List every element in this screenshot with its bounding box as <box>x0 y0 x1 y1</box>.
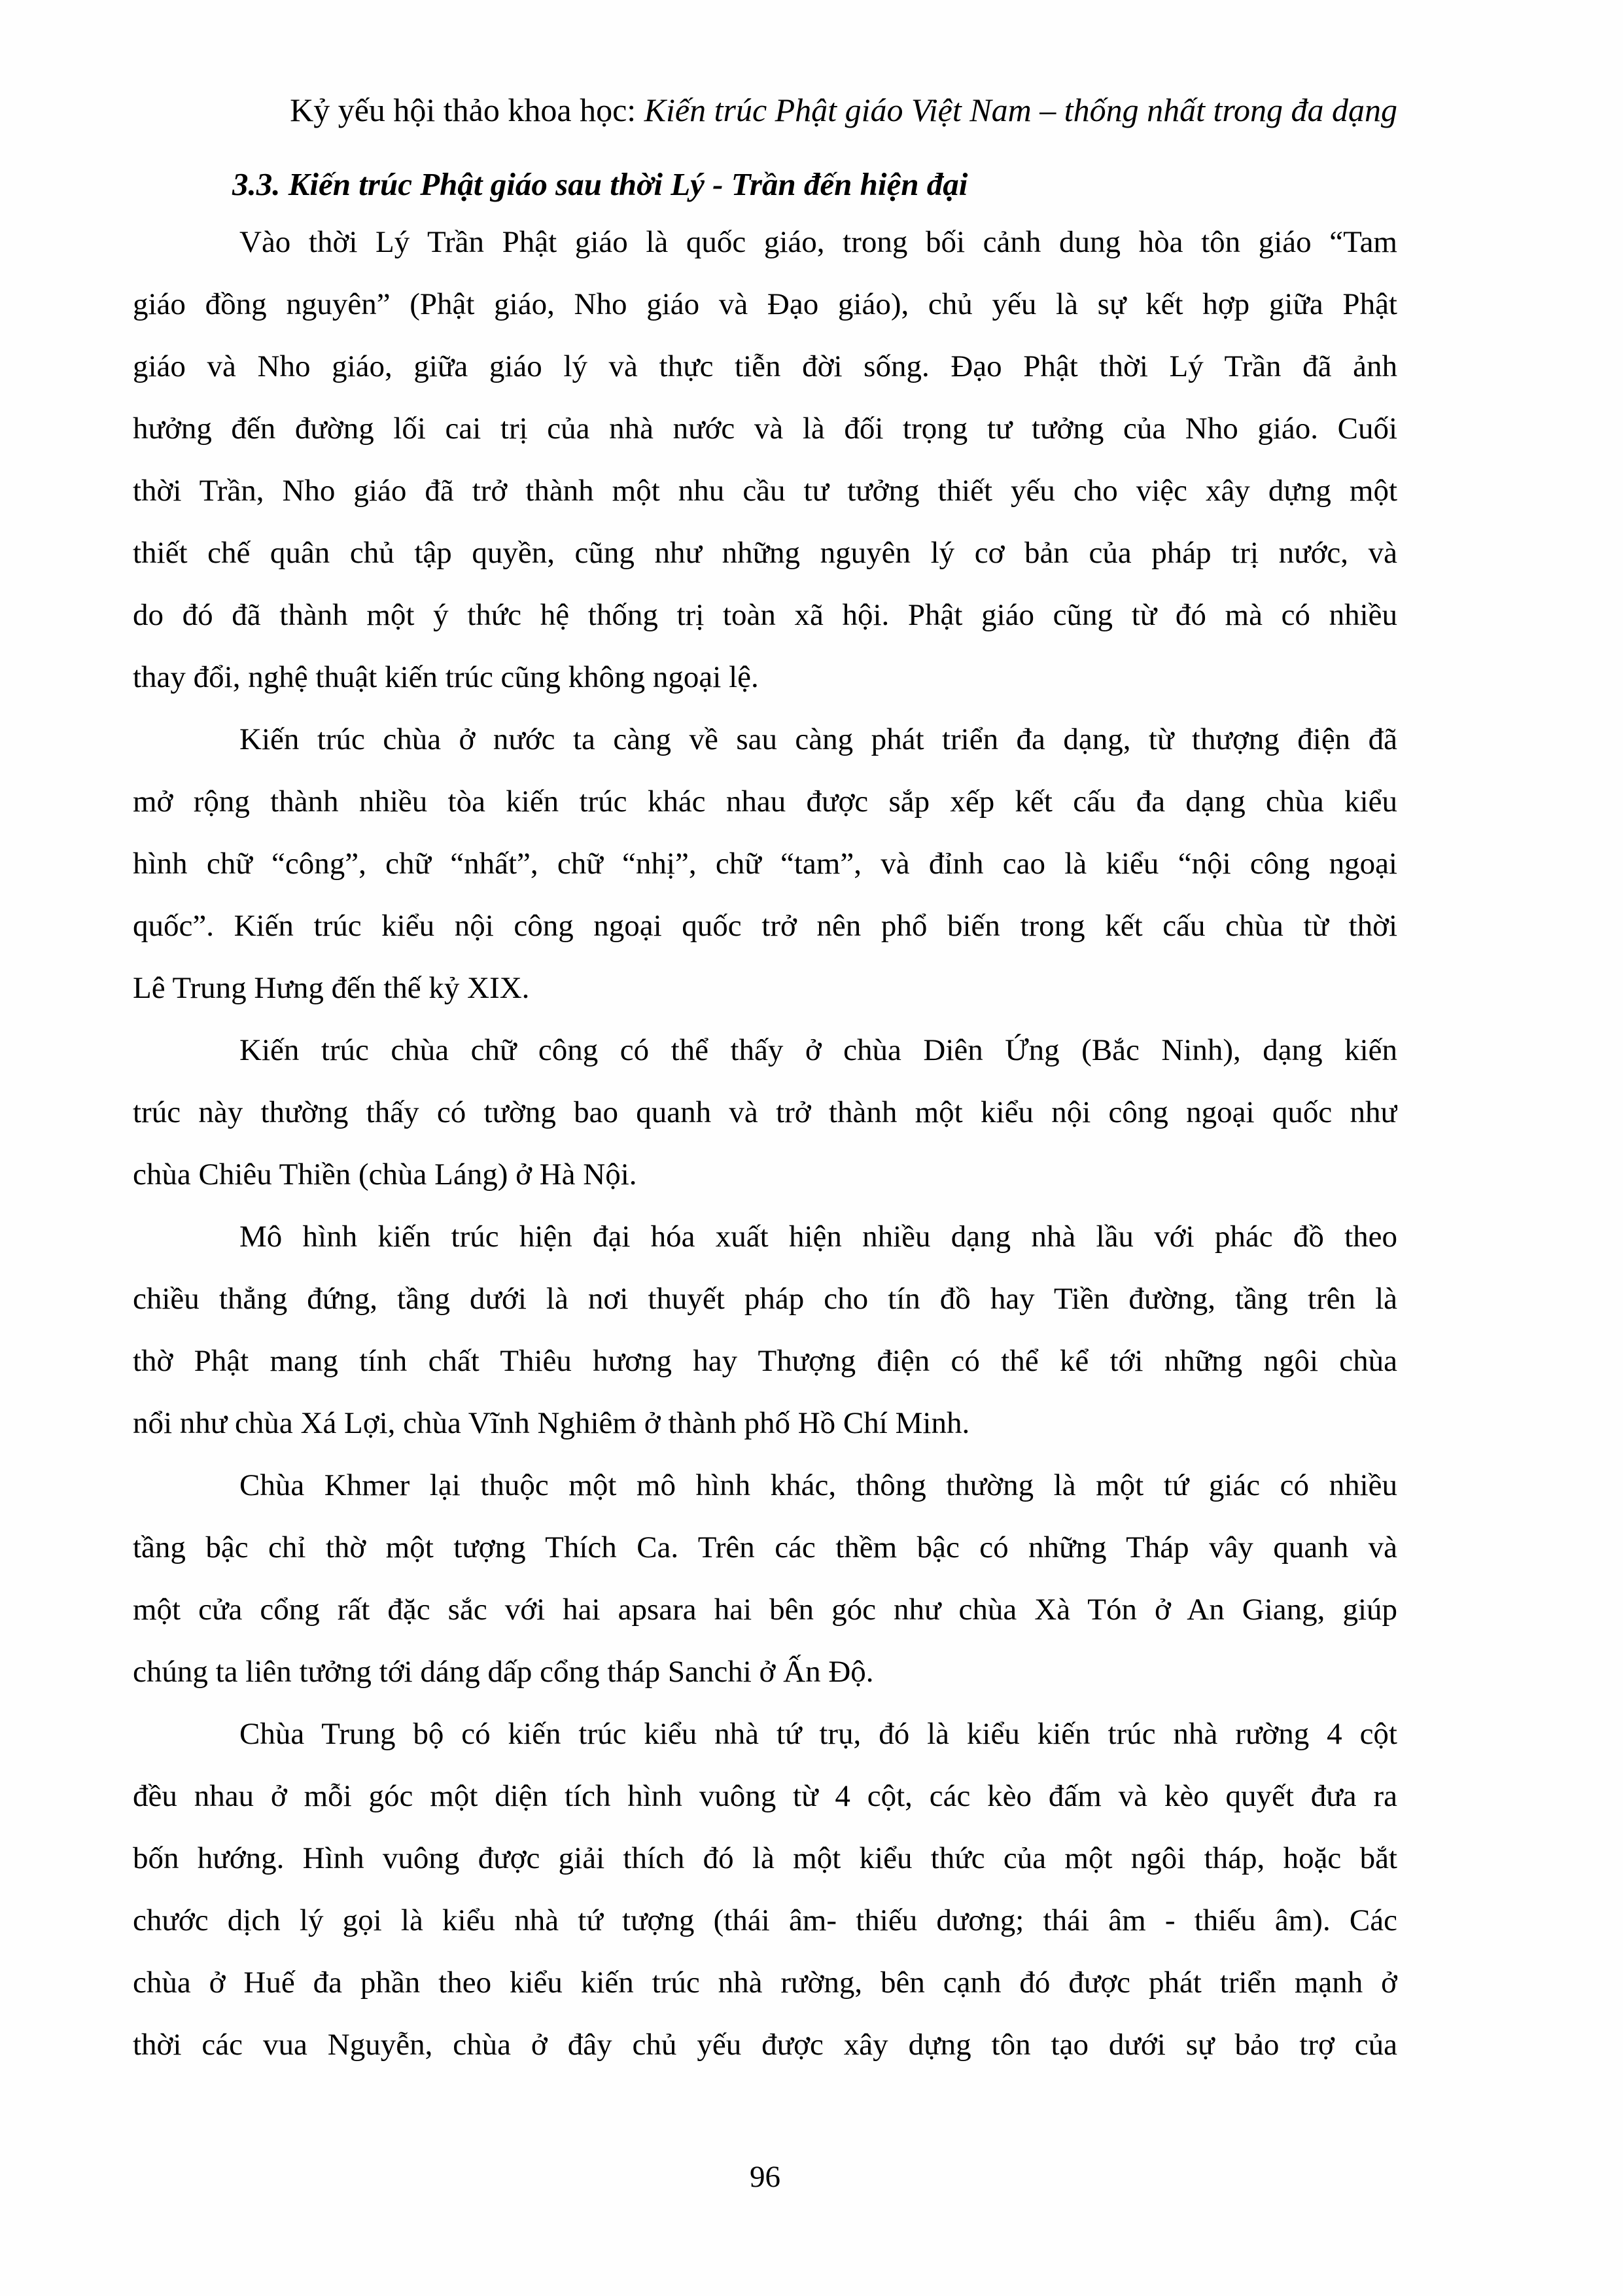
body-line: Kiến trúc chùa chữ công có thể thấy ở chùa Diên Ứng (Bắc Ninh), dạng kiến <box>239 1033 1397 1067</box>
body-line: chước dịch lý gọi là kiểu nhà tứ tượng (thái âm- thiếu dương; thái âm - thiếu âm). Các <box>133 1903 1397 1937</box>
body-line: chiều thẳng đứng, tầng dưới là nơi thuyết pháp cho tín đồ hay Tiền đường, tầng trên là <box>133 1282 1397 1316</box>
paragraph <box>133 1206 1397 1455</box>
body-line: giáo và Nho giáo, giữa giáo lý và thực tiễn đời sống. Đạo Phật thời Lý Trần đã ảnh <box>133 349 1397 383</box>
section-heading: 3.3. Kiến trúc Phật giáo sau thời Lý - Trần đến hiện đại <box>232 166 968 202</box>
running-header-conference-title: Kiến trúc Phật giáo Việt Nam – thống nhất trong đa dạng <box>644 92 1397 128</box>
body-line: thời Trần, Nho giáo đã trở thành một nhu cầu tư tưởng thiết yếu cho việc xây dựng một <box>133 474 1397 508</box>
paragraph <box>133 211 1397 709</box>
body-line: đều nhau ở mỗi góc một diện tích hình vuông từ 4 cột, các kèo đấm và kèo quyết đưa ra <box>133 1779 1397 1813</box>
body-line: Kiến trúc chùa ở nước ta càng về sau càng phát triển đa dạng, từ thượng điện đã <box>239 722 1397 756</box>
body-line: nổi như chùa Xá Lợi, chùa Vĩnh Nghiêm ở thành phố Hồ Chí Minh. <box>133 1406 970 1440</box>
paragraph <box>133 709 1397 1019</box>
body-line: bốn hướng. Hình vuông được giải thích đó là một kiểu thức của một ngôi tháp, hoặc bắt <box>133 1841 1397 1875</box>
body-line: thiết chế quân chủ tập quyền, cũng như những nguyên lý cơ bản của pháp trị nước, và <box>133 536 1397 570</box>
body-line: chúng ta liên tưởng tới dáng dấp cổng tháp Sanchi ở Ấn Độ. <box>133 1655 874 1689</box>
body-line: hưởng đến đường lối cai trị của nhà nước và là đối trọng tư tưởng của Nho giáo. Cuối <box>133 412 1397 446</box>
body-line: thay đổi, nghệ thuật kiến trúc cũng không ngoại lệ. <box>133 660 759 694</box>
body-line: chùa Chiêu Thiền (chùa Láng) ở Hà Nội. <box>133 1157 637 1192</box>
body-line: do đó đã thành một ý thức hệ thống trị toàn xã hội. Phật giáo cũng từ đó mà có nhiều <box>133 598 1397 632</box>
body-line: một cửa cổng rất đặc sắc với hai apsara hai bên góc như chùa Xà Tón ở An Giang, giúp <box>133 1593 1397 1627</box>
running-header-prefix: Kỷ yếu hội thảo khoa học: <box>290 92 644 128</box>
body-line: thờ Phật mang tính chất Thiêu hương hay Thượng điện có thể kể tới những ngôi chùa <box>133 1344 1397 1378</box>
body-line: thời các vua Nguyễn, chùa ở đây chủ yếu được xây dựng tôn tạo dưới sự bảo trợ của <box>133 2028 1397 2062</box>
body-line: hình chữ “công”, chữ “nhất”, chữ “nhị”, chữ “tam”, và đỉnh cao là kiểu “nội công ngoại <box>133 847 1397 881</box>
body-line: Chùa Khmer lại thuộc một mô hình khác, thông thường là một tứ giác có nhiều <box>239 1468 1397 1502</box>
body-line: Chùa Trung bộ có kiến trúc kiểu nhà tứ trụ, đó là kiểu kiến trúc nhà rường 4 cột <box>239 1717 1397 1751</box>
body-line: Vào thời Lý Trần Phật giáo là quốc giáo, trong bối cảnh dung hòa tôn giáo “Tam <box>239 225 1397 259</box>
paragraph <box>133 1703 1397 2076</box>
body-line: tầng bậc chỉ thờ một tượng Thích Ca. Trên các thềm bậc có những Tháp vây quanh và <box>133 1530 1397 1564</box>
paragraph <box>133 1455 1397 1703</box>
body-line: mở rộng thành nhiều tòa kiến trúc khác nhau được sắp xếp kết cấu đa dạng chùa kiểu <box>133 785 1397 819</box>
running-header <box>133 90 1397 130</box>
body-line: giáo đồng nguyên” (Phật giáo, Nho giáo và Đạo giáo), chủ yếu là sự kết hợp giữa Phật <box>133 287 1397 321</box>
body-line: Lê Trung Hưng đến thế kỷ XIX. <box>133 971 530 1005</box>
body-line: chùa ở Huế đa phần theo kiểu kiến trúc nhà rường, bên cạnh đó được phát triển mạnh ở <box>133 1966 1397 2000</box>
body-line: trúc này thường thấy có tường bao quanh và trở thành một kiểu nội công ngoại quốc như <box>133 1095 1397 1129</box>
paragraph <box>133 1019 1397 1206</box>
page-number: 96 <box>750 2160 780 2194</box>
body-line: quốc”. Kiến trúc kiểu nội công ngoại quốc trở nên phổ biến trong kết cấu chùa từ thời <box>133 909 1397 943</box>
body-text <box>133 211 1397 2076</box>
body-line: Mô hình kiến trúc hiện đại hóa xuất hiện nhiều dạng nhà lầu với phác đồ theo <box>239 1220 1397 1254</box>
